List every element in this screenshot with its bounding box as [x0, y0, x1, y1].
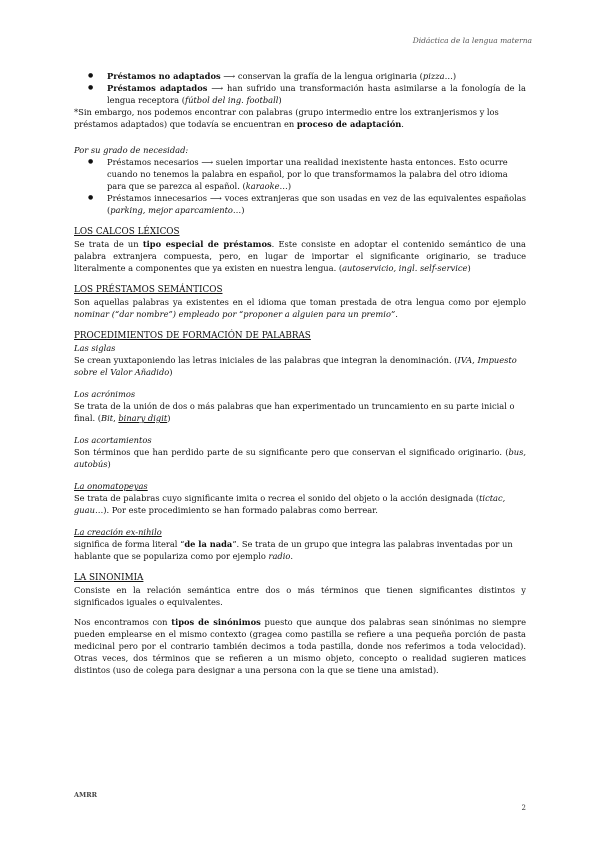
siglas-paragraph: Se crean yuxtaponiendo las letras iniciales de las palabras que integran la denominación. (IVA, Impuesto sobre el Valor Añadido): [74, 355, 517, 377]
exnihilo-paragraph: significa de forma literal “de la nada”. Se trata de un grupo que integra las palabras inventadas por un hablante que se populariza como por ejemplo radio.: [74, 539, 513, 561]
section-title-procedimientos: PROCEDIMIENTOS DE FORMACIÓN DE PALABRAS: [74, 331, 311, 341]
onomatopeyas-paragraph: Se trata de palabras cuyo significante imita o recrea el sonido del objeto o la acción designada (tictac, guau…). Por este procedimiento se han formado palabras como berrear.: [74, 493, 506, 515]
section-title-calcos: LOS CALCOS LÉXICOS: [74, 227, 180, 237]
sinonimia-paragraph-1: Consiste en la relación semántica entre dos o más términos que tienen significantes distintos y significados iguales o equivalentes.: [74, 585, 526, 607]
page-number: 2: [521, 804, 526, 812]
section-title-semanticos: LOS PRÉSTAMOS SEMÁNTICOS: [74, 285, 223, 295]
running-header: Didáctica de la lengua materna: [412, 36, 532, 45]
list-item: ● Préstamos adaptados ⟶ han sufrido una transformación hasta asimilarse a la fonología de la lengua receptora (fútbol del ing. football): [107, 82, 526, 106]
list-item: ● Préstamos necesarios ⟶ suelen importar una realidad inexistente hasta entonces. Esto ocurre cuando no tenemos la palabra en español, por lo que transformamos la palabra del otro idioma para que se parezca al español. (karaoke…): [107, 156, 526, 192]
footer-initials: AMRR: [74, 791, 98, 799]
subheading-acronimos: Los acrónimos: [74, 389, 136, 399]
calcos-paragraph: Se trata de un tipo especial de préstamos. Este consiste en adoptar el contenido semántico de una palabra extranjera compuesta, pero, en lugar de importar el significante originario, se traduce literalmente a componentes que ya existen en nuestra lengua. (autoservicio, ingl. self-service): [74, 239, 526, 273]
page-content: [74, 70, 526, 676]
sinonimia-paragraph-2: Nos encontramos con tipos de sinónimos puesto que aunque dos palabras sean sinónimas no siempre pueden emplearse en el mismo contexto (gragea como pastilla se refiere a una pequeña porción de pasta medicinal pero por el contrario también decimos a toda pastilla, donde nos referimos a toda velocidad). Otras veces, dos términos que se refieren a un mismo objeto, concepto o realidad sugieren matices distintos (uso de colega para designar a una persona con la que se tiene una amistad).: [74, 617, 526, 675]
subheading-acortamientos: Los acortamientos: [74, 435, 152, 445]
subheading-siglas: Las siglas: [74, 343, 116, 353]
list-item: ● Préstamos innecesarios ⟶ voces extranjeras que son usadas en vez de las equivalentes españolas (parking, mejor aparcamiento…): [107, 192, 526, 216]
section-title-sinonimia: LA SINONIMIA: [74, 573, 144, 583]
acronimos-paragraph: Se trata de la unión de dos o más palabras que han experimentado un truncamiento en su parte inicial o final. (Bit, binary digit): [74, 401, 515, 423]
subheading-exnihilo: La creación ex-nihilo: [74, 527, 162, 537]
subheading-onomatopeyas: La onomatopeyas: [74, 481, 148, 491]
acortamientos-paragraph: Son términos que han perdido parte de su significante pero que conservan el significado originario. (bus, autobús): [74, 447, 526, 469]
bullet-list-necesidad: [74, 156, 526, 216]
necesidad-heading: Por su grado de necesidad:: [74, 145, 189, 155]
bullet-list-prestamos: [74, 70, 526, 106]
list-item: ● Préstamos no adaptados ⟶ conservan la grafía de la lengua originaria (pizza…): [107, 70, 526, 82]
semanticos-paragraph: Son aquellas palabras ya existentes en el idioma que toman prestada de otra lengua como por ejemplo nominar (“dar nombre”) empleado por “proponer a alguien para un premio”.: [74, 297, 526, 319]
note-paragraph: *Sin embargo, nos podemos encontrar con palabras (grupo intermedio entre los extranjerismos y los préstamos adaptados) que todavía se encuentran en proceso de adaptación.: [74, 107, 499, 129]
